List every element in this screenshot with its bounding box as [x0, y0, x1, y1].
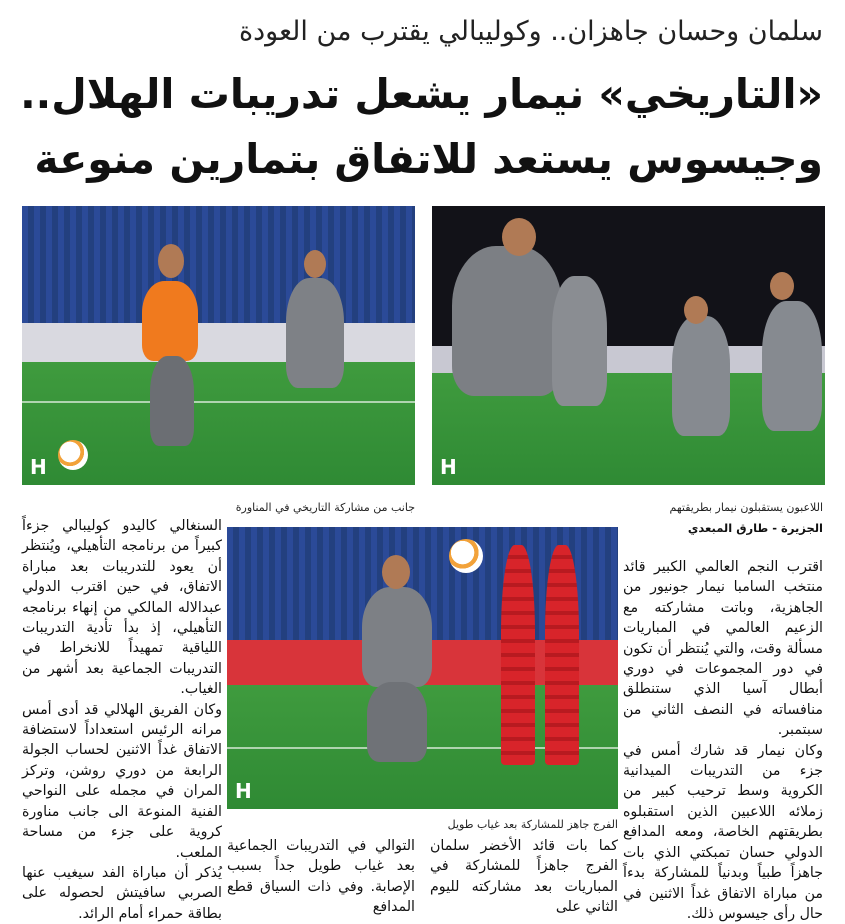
photo-players-greeting — [432, 206, 825, 485]
article-column-left — [22, 516, 222, 924]
article-kicker: سلمان وحسان جاهزان.. وكوليبالي يقترب من العودة — [239, 16, 823, 47]
photo-caption-center: الفرج جاهز للمشاركة بعد غياب طويل — [447, 818, 618, 831]
photo-credit: الجزيرة - طارق المبعدي — [687, 521, 823, 535]
player-legs — [367, 682, 427, 762]
paragraph: وكان نيمار قد شارك أمس في جزء من التدريبات الميدانية الكروية وسط ترحيب كبير من زملائه اللاعبين الذين استقبلوه بطريقتهم الخاصة، ومعه المدافع الدولي حسان تمبكتي الذي بات جاهزاً طبياً وبدنياً للمشاركة بدءاً من مباراة الاتفاق غداً الاثنين في حال رأى جيسوس ذلك. — [623, 742, 823, 922]
article-column-right — [623, 557, 823, 924]
pitch-line — [22, 401, 415, 403]
headline-line-1: «التاريخي» نيمار يشعل تدريبات الهلال.. — [20, 70, 823, 118]
advertising-board — [22, 323, 415, 362]
player-orange-bib — [142, 281, 198, 361]
paragraph: كما بات قائد الأخضر سلمان الفرج جاهزاً للمشاركة في المباريات بعد مشاركته لليوم الثاني على — [430, 838, 618, 916]
photo-caption-left: جانب من مشاركة التاريخي في المناورة — [235, 501, 415, 514]
paragraph: التوالي في التدريبات الجماعية بعد غياب طويل جداً بسبب الإصابة. وفي ذات السياق قطع المدافع — [227, 838, 415, 916]
paragraph: اقترب النجم العالمي الكبير قائد منتخب السامبا نيمار جونيور من الجاهزية، وباتت مشاركته مع الزعيم العالمي في المباريات مسألة وقت، والتي يُنتظر أن تكون في دور المجموعات في دوري أبطال آسيا الذي ستنطلق منافساته في النصف الثاني من سبتمبر. — [623, 559, 823, 739]
headline-line-2: وجيسوس يستعد للاتفاق بتمارين منوعة — [34, 135, 823, 183]
player-figure — [452, 246, 562, 396]
player-figure — [552, 276, 607, 406]
player-head — [502, 218, 536, 256]
player-figure — [286, 278, 344, 388]
photo-caption-right: اللاعبون يستقبلون نيمار بطريقتهم — [669, 501, 823, 514]
player-head — [158, 244, 184, 278]
player-figure — [762, 301, 822, 431]
paragraph: السنغالي كاليدو كوليبالي جزءاً كبيراً من برنامجه التأهيلي، ويُنتظر أن يعود للتدريبات بعد مباراة الاتفاق، في حين اقترب الدولي عبدالاله المالكي من إنهاء برنامجه التأهيلي، إذ بدأ تأدية التدريبات اللياقية تمهيداً للانخراط في التدريبات الجماعية بعد أشهر من الغياب. — [22, 518, 222, 698]
club-logo-mark: H — [440, 455, 457, 479]
player-head — [304, 250, 326, 278]
player-head — [770, 272, 794, 300]
club-logo-mark: H — [30, 455, 47, 479]
player-figure — [672, 316, 730, 436]
player-figure — [362, 587, 432, 687]
stadium-stands — [22, 206, 415, 334]
football — [58, 440, 88, 470]
photo-neymar-training — [22, 206, 415, 485]
paragraph: يُذكر أن مباراة الفد سيغيب عنها الصربي سافيتش لحصوله على بطاقة حمراء أمام الرائد. — [22, 864, 222, 922]
photo-alfaraj-training — [227, 527, 618, 809]
player-legs — [150, 356, 194, 446]
training-mannequin — [501, 545, 535, 765]
player-head — [684, 296, 708, 324]
training-mannequin — [545, 545, 579, 765]
club-logo-mark: H — [235, 779, 252, 803]
football — [449, 539, 483, 573]
player-head — [382, 555, 410, 589]
paragraph: وكان الفريق الهلالي قد أدى أمس مرانه الرئيس استعداداً لاستضافة الاتفاق غداً الاثنين لحساب الجولة الرابعة من دوري روشن، وتركز المران في مجمله على النواحي الفنية المنوعة الى جانب مناورة كروية على جزء من مساحة الملعب. — [22, 701, 222, 861]
